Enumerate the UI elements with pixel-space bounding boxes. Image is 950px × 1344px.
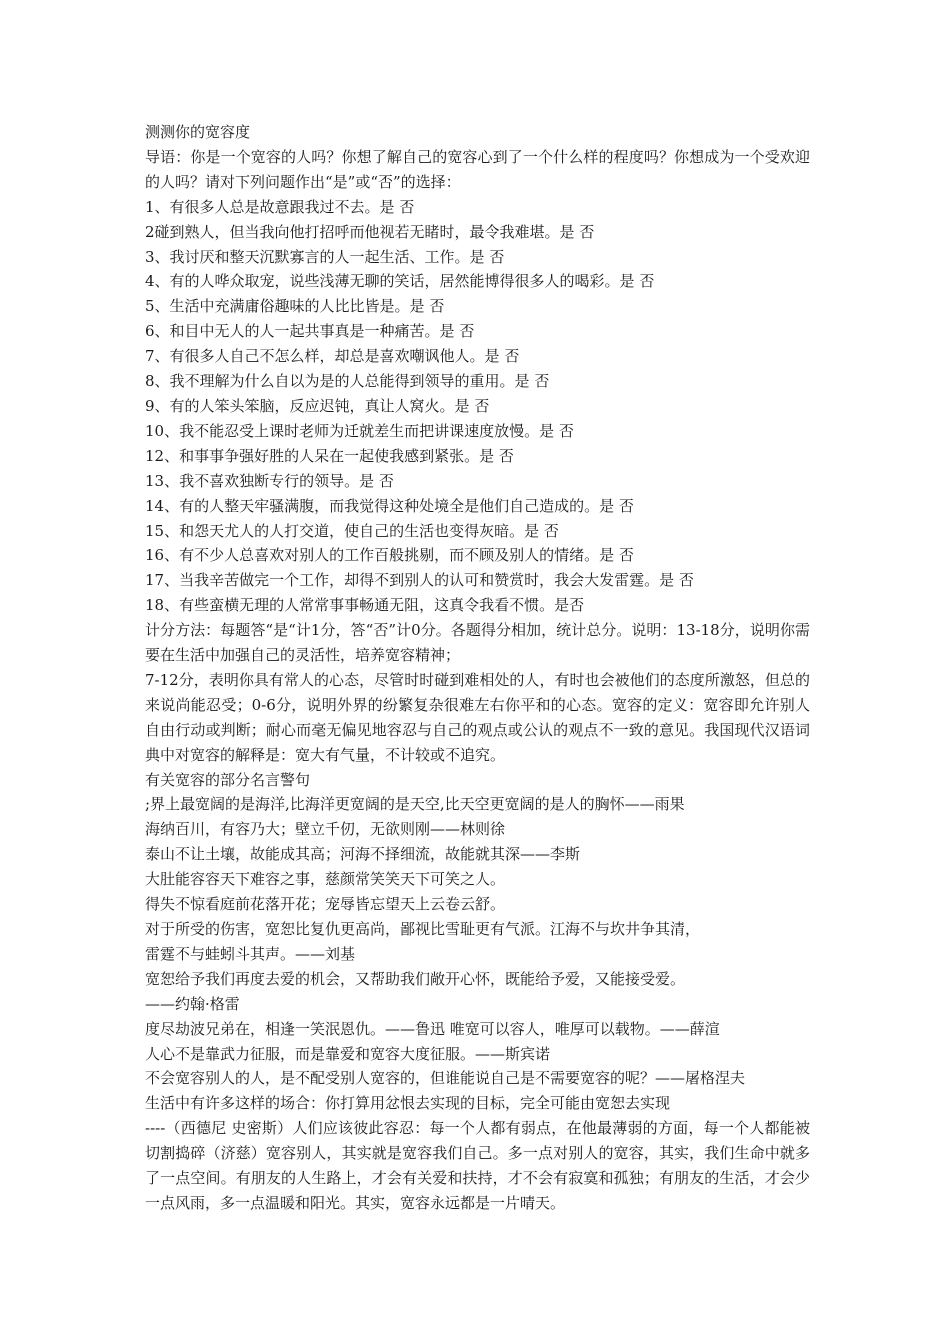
question-item: 16、有不少人总喜欢对别人的工作百般挑剔，而不顾及别人的情绪。是 否	[145, 546, 634, 565]
scoring-paragraph: 计分方法：每题答“是“计1分，答“否”计0分。各题得分相加，统计总分。说明：13-18分，说明你需要在生活中加强自己的灵活性，培养宽容精神；	[145, 621, 810, 665]
quotes-heading: 有关宽容的部分名言警句	[145, 770, 311, 789]
question-item: 13、我不喜欢独断专行的领导。是 否	[145, 471, 394, 490]
question-item: 3、我讨厌和整天沉默寡言的人一起生活、工作。是 否	[145, 247, 505, 266]
quote-item: 人心不是靠武力征服，而是靠爱和宽容大度征服。——斯宾诺	[145, 1044, 551, 1063]
quote-item: 泰山不让土壤，故能成其高；河海不择细流，故能就其深——李斯	[145, 845, 581, 864]
question-item: 15、和怨天尤人的人打交道，使自己的生活也变得灰暗。是 否	[145, 521, 559, 540]
quote-item: 对于所受的伤害，宽恕比复仇更高尚，鄙视比雪耻更有气派。江海不与坎井争其清，	[145, 920, 701, 938]
intro-paragraph: 导语：你是一个宽容的人吗？你想了解自己的宽容心到了一个什么样的程度吗？你想成为一个受欢迎的人吗？请对下列问题作出“是”或“否”的选择：	[145, 147, 810, 191]
quote-item: 宽恕给予我们再度去爱的机会，又帮助我们敞开心怀，既能给予爱，又能接受爱。	[145, 969, 686, 988]
question-item: 9、有的人笨头笨脑，反应迟钝，真让人窝火。是 否	[145, 396, 490, 415]
question-item: 6、和目中无人的人一起共事真是一种痛苦。是 否	[145, 322, 475, 341]
quote-item: ——约翰·格雷	[145, 994, 240, 1013]
quote-item: 海纳百川，有容乃大；壁立千仞，无欲则刚——林则徐	[145, 820, 506, 839]
question-item: 12、和事事争强好胜的人呆在一起使我感到紧张。是 否	[145, 446, 514, 465]
question-list	[145, 195, 810, 618]
question-item: 18、有些蛮横无理的人常常事事畅通无阻，这真令我看不惯。是否	[145, 596, 585, 615]
quote-item: 度尽劫波兄弟在，相逢一笑泯恩仇。——鲁迅 唯宽可以容人，唯厚可以载物。——薛渲	[145, 1019, 720, 1038]
question-item: 7、有很多人自己不怎么样，却总是喜欢嘲讽他人。是 否	[145, 347, 520, 366]
document-title: 测测你的宽容度	[145, 123, 251, 141]
question-item: 1、有很多人总是故意跟我过不去。是 否	[145, 197, 415, 216]
question-item: 17、当我辛苦做完一个工作，却得不到别人的认可和赞赏时，我会大发雷霆。是 否	[145, 571, 694, 590]
question-item: 4、有的人哗众取宠，说些浅薄无聊的笑话，居然能博得很多人的喝彩。是 否	[145, 272, 655, 291]
quote-item: ;界上最宽阔的是海洋,比海洋更宽阔的是天空,比天空更宽阔的是人的胸怀——雨果	[145, 795, 685, 814]
quote-list	[145, 792, 810, 1116]
quote-item: 大肚能容容天下难容之事，慈颜常笑笑天下可笑之人。	[145, 870, 506, 889]
question-item: 14、有的人整天牢骚满腹，而我觉得这种处境全是他们自己造成的。是 否	[145, 496, 634, 515]
document-body	[145, 120, 810, 1216]
quote-item: 得失不惊看庭前花落开花；宠辱皆忘望天上云卷云舒。	[145, 895, 506, 914]
question-item: 5、生活中充满庸俗趣味的人比比皆是。是 否	[145, 297, 445, 316]
quote-item: 生活中有许多这样的场合：你打算用忿恨去实现的目标，完全可能由宽恕去实现	[145, 1094, 671, 1113]
quote-item: 雷霆不与蛙蚓斗其声。——刘基	[145, 944, 356, 963]
question-item: 8、我不理解为什么自以为是的人总能得到领导的重用。是 否	[145, 372, 550, 391]
quote-item: 不会宽容别人的人，是不配受别人宽容的，但谁能说自己是不需要宽容的呢？——屠格涅夫	[145, 1069, 746, 1088]
scoring-explanation: 7-12分，表明你具有常人的心态，尽管时时碰到难相处的人，有时也会被他们的态度所激怒，但总的来说尚能忍受；0-6分，说明外界的纷繁复杂很难左右你平和的心态。宽容的定义：宽容即允许别人自由行动或判断；耐心而毫无偏见地容忍与自己的观点或公认的观点不一致的意见。我国现代汉语词典中对宽容的解释是：宽大有气量，不计较或不追究。	[145, 670, 810, 764]
question-item: 2碰到熟人，但当我向他打招呼而他视若无睹时，最令我难堪。是 否	[145, 222, 595, 241]
question-item: 10、我不能忍受上课时老师为迁就差生而把讲课速度放慢。是 否	[145, 421, 574, 440]
closing-paragraph: ----（西德尼 史密斯）人们应该彼此容忍：每一个人都有弱点，在他最薄弱的方面，每一个人都能被切割捣碎（济慈）宽容别人，其实就是宽容我们自己。多一点对别人的宽容，其实，我们生命中就多了一点空间。有朋友的人生路上，才会有关爱和扶持，才不会有寂寞和孤独；有朋友的生活，才会少一点风雨，多一点温暖和阳光。其实，宽容永远都是一片晴天。	[145, 1119, 810, 1212]
